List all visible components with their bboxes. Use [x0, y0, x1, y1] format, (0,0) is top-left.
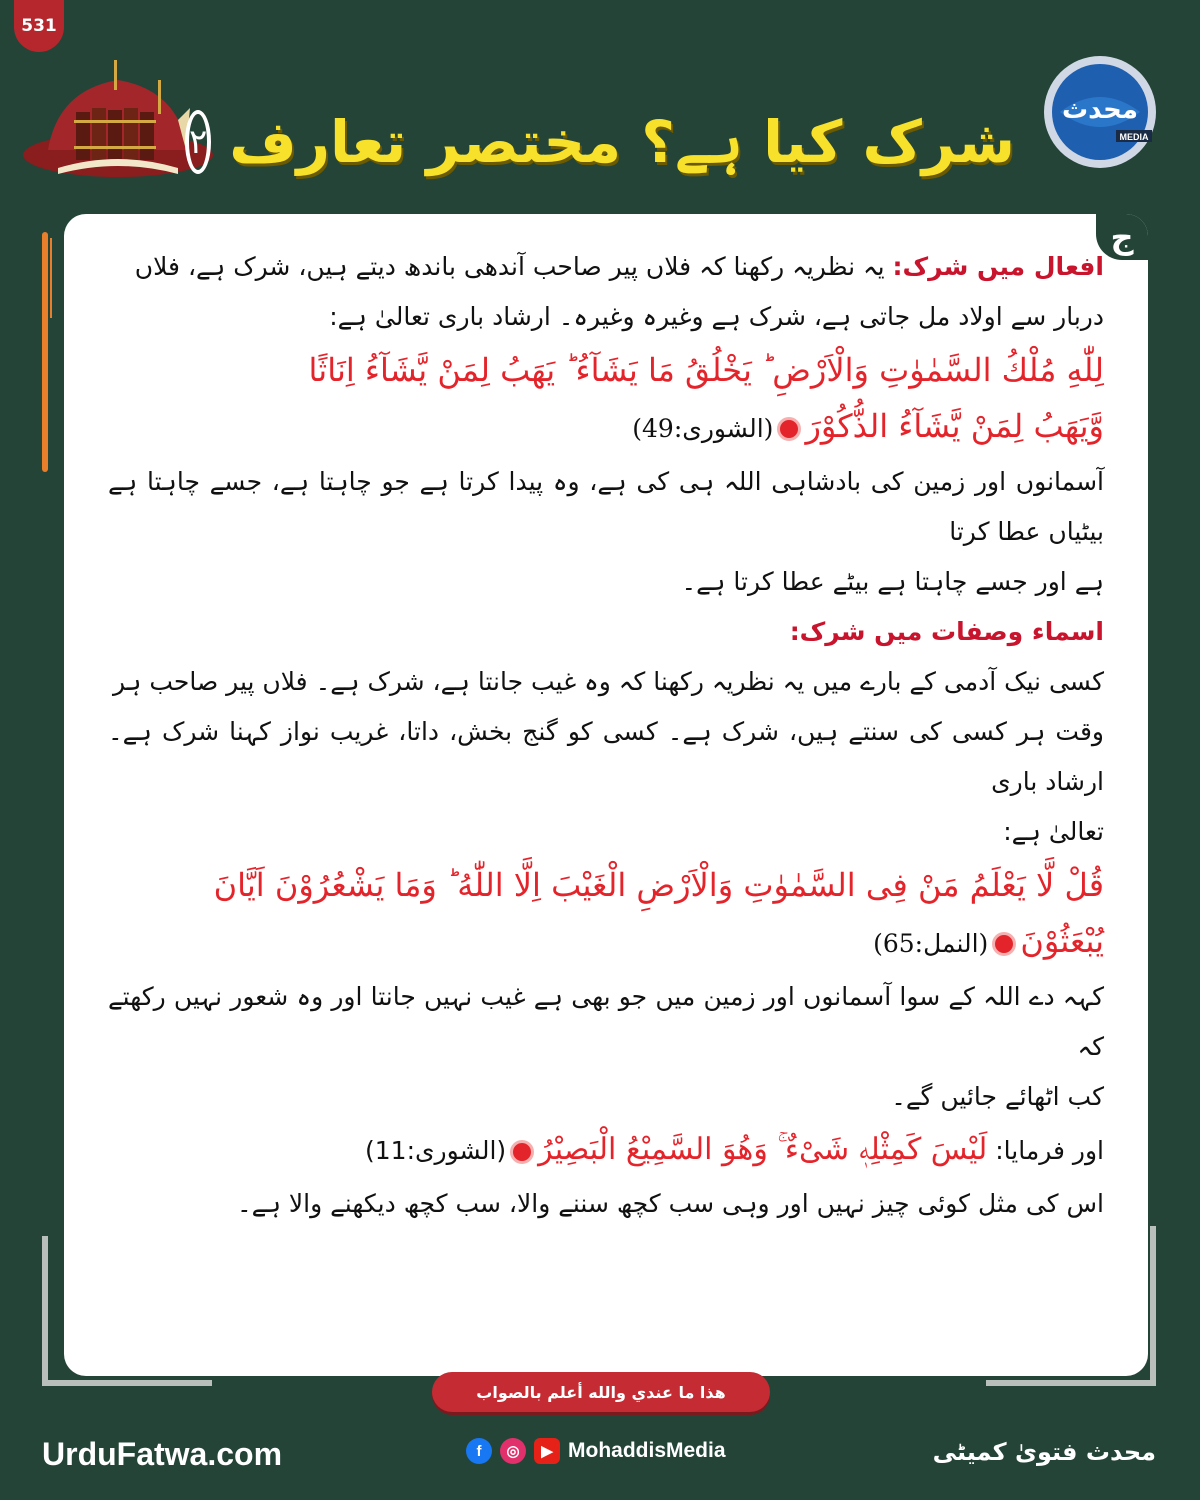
- ayah-reference: (الشوری:11): [364, 1136, 507, 1165]
- farmaya-label: اور فرمایا:: [995, 1136, 1104, 1165]
- part-number-circle: ۲: [185, 110, 211, 174]
- svg-text:MEDIA: MEDIA: [1119, 132, 1149, 142]
- afaal-heading: افعال میں شرک:: [892, 252, 1104, 281]
- ayah-shura-11-line: [108, 1122, 1104, 1179]
- frame-accent-orange: [42, 232, 48, 472]
- social-handle[interactable]: MohaddisMedia: [568, 1439, 726, 1462]
- page-number-badge: 531: [14, 0, 64, 52]
- social-links: [466, 1438, 726, 1464]
- frame-corner-bottom-left-h: [42, 1380, 212, 1386]
- afaal-paragraph: [108, 242, 1104, 292]
- ayah-shura-49-line2: وَّيَهَبُ لِمَنْ يَّشَآءُ الذُّكُوْرَ(الشوری:49): [632, 407, 1104, 445]
- translation-line: اس کی مثل کوئی چیز نہیں اور وہی سب کچھ سننے والا، سب کچھ دیکھنے والا ہے۔: [237, 1189, 1104, 1218]
- ayah-shura-49-line1: لِلّٰهِ مُلْكُ السَّمٰوٰتِ وَالْاَرْضِ ؕ يَخْلُقُ مَا يَشَآءُ ؕ يَهَبُ لِمَنْ يَّشَآءُ اِنَاثًا: [308, 351, 1104, 389]
- mohaddis-media-logo: [1040, 52, 1160, 172]
- answer-marker: ج: [1096, 214, 1148, 260]
- ayah-naml-65-line1: قُلْ لَّا يَعْلَمُ مَنْ فِى السَّمٰوٰتِ وَالْاَرْضِ الْغَيْبَ اِلَّا اللّٰهُ ؕ وَمَا يَشْعُرُوْنَ اَيَّانَ: [213, 866, 1104, 904]
- youtube-icon[interactable]: ▶: [534, 1438, 560, 1464]
- ayah-end-icon: [777, 417, 801, 441]
- asma-line3: تعالیٰ ہے:: [1003, 817, 1104, 846]
- website-url[interactable]: UrduFatwa.com: [42, 1436, 283, 1472]
- svg-text:محدث: محدث: [1062, 95, 1138, 125]
- title-text: شرک کیا ہے؟ مختصر تعارف: [229, 108, 1015, 176]
- page-title: [188, 82, 1015, 202]
- afaal-line2: دربار سے اولاد مل جاتی ہے، شرک ہے وغیرہ وغیرہ۔ ارشاد باری تعالیٰ ہے:: [329, 302, 1104, 331]
- ayah-end-icon: [992, 932, 1016, 956]
- frame-corner-bottom-left-v: [42, 1236, 48, 1386]
- afaal-line1: یہ نظریہ رکھنا کہ فلاں پیر صاحب آندھی باندھ دیتے ہیں، شرک ہے، فلاں: [134, 252, 893, 281]
- content-card: [64, 214, 1148, 1376]
- translation-line: کہہ دے اللہ کے سوا آسمانوں اور زمین میں جو بھی ہے غیب نہیں جانتا اور وہ شعور نہیں رکھتے کہ: [108, 982, 1104, 1061]
- ayah-end-icon: [510, 1140, 534, 1164]
- frame-corner-bottom-right-v: [1150, 1226, 1156, 1386]
- asma-line2: وقت ہر کسی کی سنتے ہیں، شرک ہے۔ کسی کو گنج بخش، داتا، غریب نواز کہنا شرک ہے۔ ارشاد باری: [108, 717, 1104, 796]
- committee-name: محدث فتویٰ کمیٹی: [932, 1438, 1156, 1466]
- translation-line: کب اٹھائے جائیں گے۔: [891, 1082, 1104, 1111]
- closing-phrase-pill: هذا ما عندي والله أعلم بالصواب: [432, 1372, 770, 1412]
- ayah-reference: (النمل:65): [873, 929, 989, 958]
- ayah-shura-11: لَيْسَ كَمِثْلِهٖ شَىْءٌ ۚ وَهُوَ السَّمِيْعُ الْبَصِيْرُ: [538, 1132, 988, 1167]
- translation-line: آسمانوں اور زمین کی بادشاہی اللہ ہی کی ہے، وہ پیدا کرتا ہے جو چاہتا ہے، جسے چاہتا ہے بیٹیاں عطا کرتا: [108, 467, 1104, 546]
- asma-line1: کسی نیک آدمی کے بارے میں یہ نظریہ رکھنا کہ وہ غیب جانتا ہے، شرک ہے۔ فلاں پیر صاحب ہر: [112, 667, 1104, 696]
- ayah-reference: (الشوری:49): [632, 414, 774, 443]
- facebook-icon[interactable]: f: [466, 1438, 492, 1464]
- frame-corner-bottom-right-h: [986, 1380, 1156, 1386]
- translation-line: ہے اور جسے چاہتا ہے بیٹے عطا کرتا ہے۔: [681, 567, 1104, 596]
- asma-heading: اسماء وصفات میں شرک:: [789, 617, 1104, 646]
- frame-accent-orange-thin: [50, 238, 52, 318]
- instagram-icon[interactable]: ◎: [500, 1438, 526, 1464]
- ayah-naml-65-line2: يُبْعَثُوْنَ(النمل:65): [873, 922, 1104, 960]
